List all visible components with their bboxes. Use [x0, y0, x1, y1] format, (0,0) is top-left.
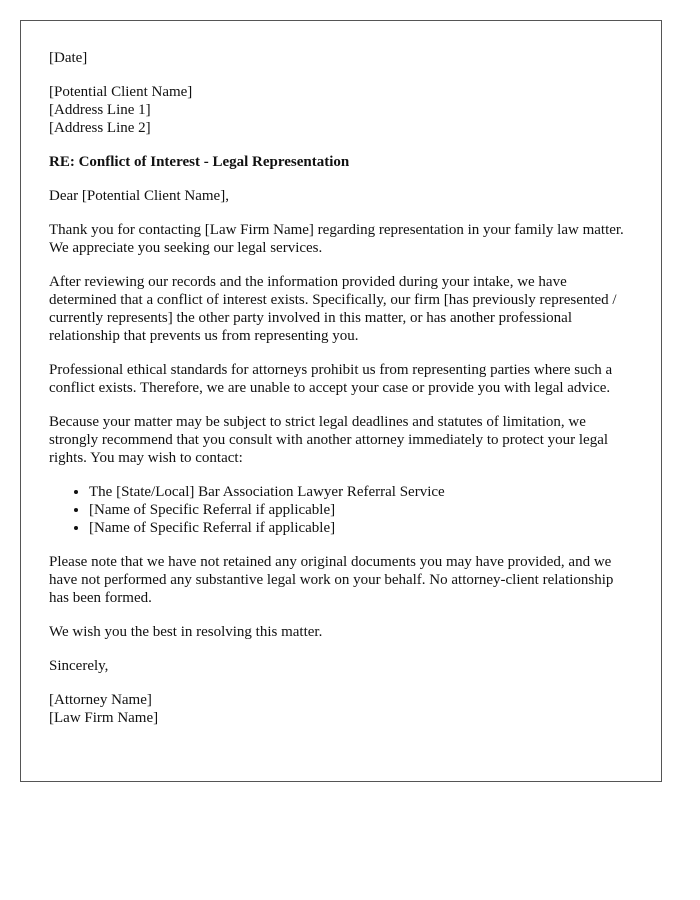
letter-date	[49, 49, 633, 67]
referral-list	[49, 483, 633, 537]
body-paragraph-documents: Please note that we have not retained any original documents you may have provided, and we have not performed any substantive legal work on your behalf. No attorney-client relationship has been formed.	[49, 554, 614, 606]
list-item: • [Name of Specific Referral if applicable]	[89, 501, 633, 519]
body-paragraph-recommendation: Because your matter may be subject to strict legal deadlines and statutes of limitation, we strongly recommend that you consult with another attorney immediately to protect your legal rights. You may wish to contact:	[49, 414, 609, 466]
list-item: • The [State/Local] Bar Association Lawyer Referral Service	[89, 483, 633, 501]
recipient-name: [Potential Client Name]	[49, 84, 193, 100]
letter-page	[20, 20, 662, 782]
signoff: Sincerely,	[49, 658, 109, 674]
signature-block	[49, 691, 633, 727]
salutation: Dear [Potential Client Name],	[49, 188, 229, 204]
body-paragraph-intro: Thank you for contacting [Law Firm Name] regarding representation in your family law matter. We appreciate you seeking our legal services.	[49, 222, 624, 256]
body-paragraph-wishes: We wish you the best in resolving this matter.	[49, 624, 323, 640]
address-line-1: [Address Line 1]	[49, 102, 151, 118]
attorney-name: [Attorney Name]	[49, 692, 152, 708]
list-item: • [Name of Specific Referral if applicable]	[89, 519, 633, 537]
address-line-2: [Address Line 2]	[49, 120, 151, 136]
date-text: [Date]	[49, 50, 88, 66]
subject-line: RE: Conflict of Interest - Legal Representation	[49, 154, 350, 170]
body-paragraph-conflict: After reviewing our records and the information provided during your intake, we have determined that a conflict of interest exists. Specifically, our firm [has previously represented / currently represents] the other party involved in this matter, or has another professional relationship that prevents us from representing you.	[49, 274, 617, 344]
body-paragraph-ethics: Professional ethical standards for attorneys prohibit us from representing parties where such a conflict exists. Therefore, we are unable to accept your case or provide you with legal advice.	[49, 362, 613, 396]
recipient-address	[49, 83, 633, 137]
firm-name: [Law Firm Name]	[49, 710, 159, 726]
